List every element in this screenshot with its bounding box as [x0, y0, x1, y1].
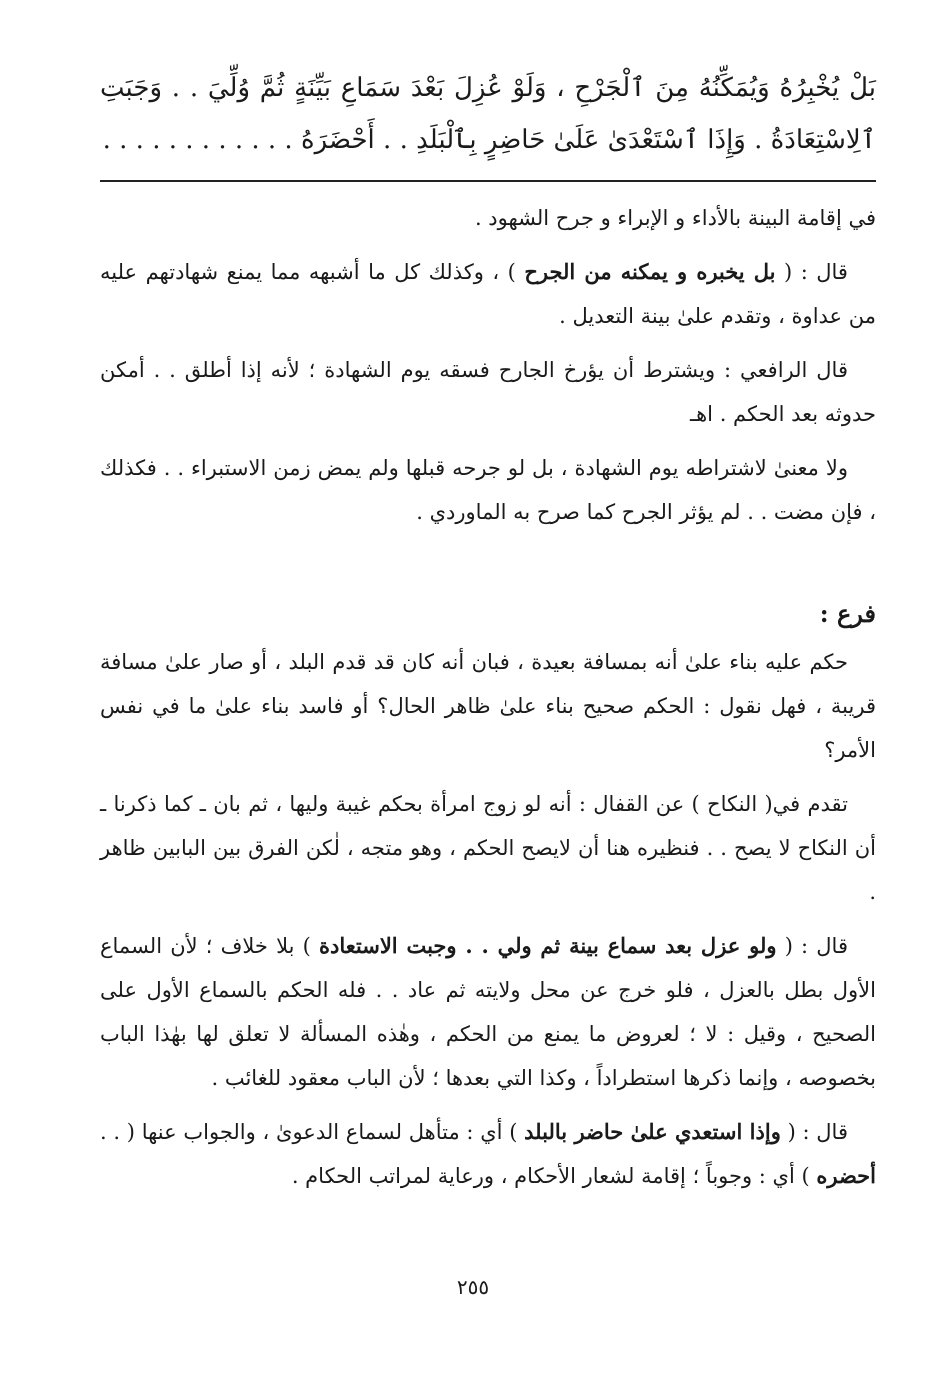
commentary-paragraph [100, 250, 876, 338]
matn-text [100, 62, 876, 166]
heading-text: فرع : [819, 599, 876, 628]
paragraph-text: ) ، وكذلك كل ما أشبهه مما يمنع شهادتهم عليه من عداوة ، وتقدم علىٰ بينة التعديل . [100, 260, 876, 328]
quoted-matn: وإذا استعدي علىٰ حاضر بالبلد [524, 1119, 781, 1144]
paragraph-text: تقدم في( النكاح ) عن القفال : أنه لو زوج امرأة بحكم غيبة وليها ، ثم بان ـ كما ذكرنا ـ أن النكاح لا يصح . . فنظيره هنا أن لايصح الحكم ، وهو متجه ، لٰكن الفرق بين البابين ظاهر . [100, 792, 876, 904]
commentary-paragraph [100, 348, 876, 436]
matn-line: بَلْ يُخْبِرُهُ وَيُمَكِّنُهُ مِنَ ٱلْجَرْحِ ، وَلَوْ عُزِلَ بَعْدَ سَمَاعِ بَيِّنَةٍ ثُمَّ وُلِّيَ . . وَجَبَتِ ٱلِاسْتِعَادَةُ . وَإِذَا ٱسْتَعْدَىٰ عَلَىٰ حَاضِرٍ بِٱلْبَلَدِ . . أَحْضَرَهُ . . . . . . . . . . . . [100, 73, 876, 155]
far-heading [100, 592, 876, 636]
quoted-matn: أحضره [816, 1163, 876, 1188]
paragraph-text: ولا معنىٰ لاشتراطه يوم الشهادة ، بل لو جرحه قبلها ولم يمض زمن الاستبراء . . فكذلك ، فإن مضت . . لم يؤثر الجرح كما صرح به الماوردي . [100, 456, 876, 524]
commentary-paragraph [100, 782, 876, 914]
commentary-paragraph [100, 196, 876, 240]
paragraph-text: ) بلا خلاف ؛ لأن السماع الأول بطل بالعزل ، فلو خرج عن محل ولايته ثم عاد . . فله الحكم بالسماع الأول على الصحيح ، وقيل : لا ؛ لعروض ما يمنع من الحكم ، وهٰذه المسألة لا تعلق لها بهٰذا الباب بخصوصه ، وإنما ذكرها استطراداً ، وكذا التي بعدها ؛ لأن الباب معقود للغائب . [100, 934, 876, 1090]
commentary-paragraph [100, 1110, 876, 1198]
commentary-paragraph [100, 640, 876, 772]
paragraph-text: قال : ( [776, 934, 848, 958]
quoted-matn: ولو عزل بعد سماع بينة ثم ولي . . وجبت الاستعادة [319, 933, 777, 958]
paragraph-text: حكم عليه بناء علىٰ أنه بمسافة بعيدة ، فبان أنه كان قد قدم البلد ، أو صار علىٰ مسافة قريبة ، فهل نقول : الحكم صحيح بناء علىٰ ظاهر الحال؟ أو فاسد بناء علىٰ ما في نفس الأمر؟ [100, 650, 876, 762]
page-number: ٢٥٥ [456, 1275, 490, 1299]
paragraph-text: في إقامة البينة بالأداء و الإبراء و جرح الشهود . [474, 206, 876, 230]
paragraph-text: قال الرافعي : ويشترط أن يؤرخ الجارح فسقه يوم الشهادة ؛ لأنه إذا أطلق . . أمكن حدوثه بعد الحكم . اهـ [100, 358, 876, 426]
commentary-section [100, 196, 876, 1208]
commentary-paragraph [100, 446, 876, 534]
paragraph-text: قال : ( [775, 260, 848, 284]
paragraph-text: ) أي : متأهل لسماع الدعوىٰ ، والجواب عنها ( . . [100, 1120, 525, 1144]
quoted-matn: بل يخبره و يمكنه من الجرح [524, 259, 776, 284]
separator-rule [100, 180, 876, 182]
commentary-paragraph [100, 924, 876, 1100]
paragraph-text: قال : ( [780, 1120, 848, 1144]
paragraph-text: ) أي : وجوباً ؛ إقامة لشعار الأحكام ، ورعاية لمراتب الحكام . [291, 1164, 817, 1188]
